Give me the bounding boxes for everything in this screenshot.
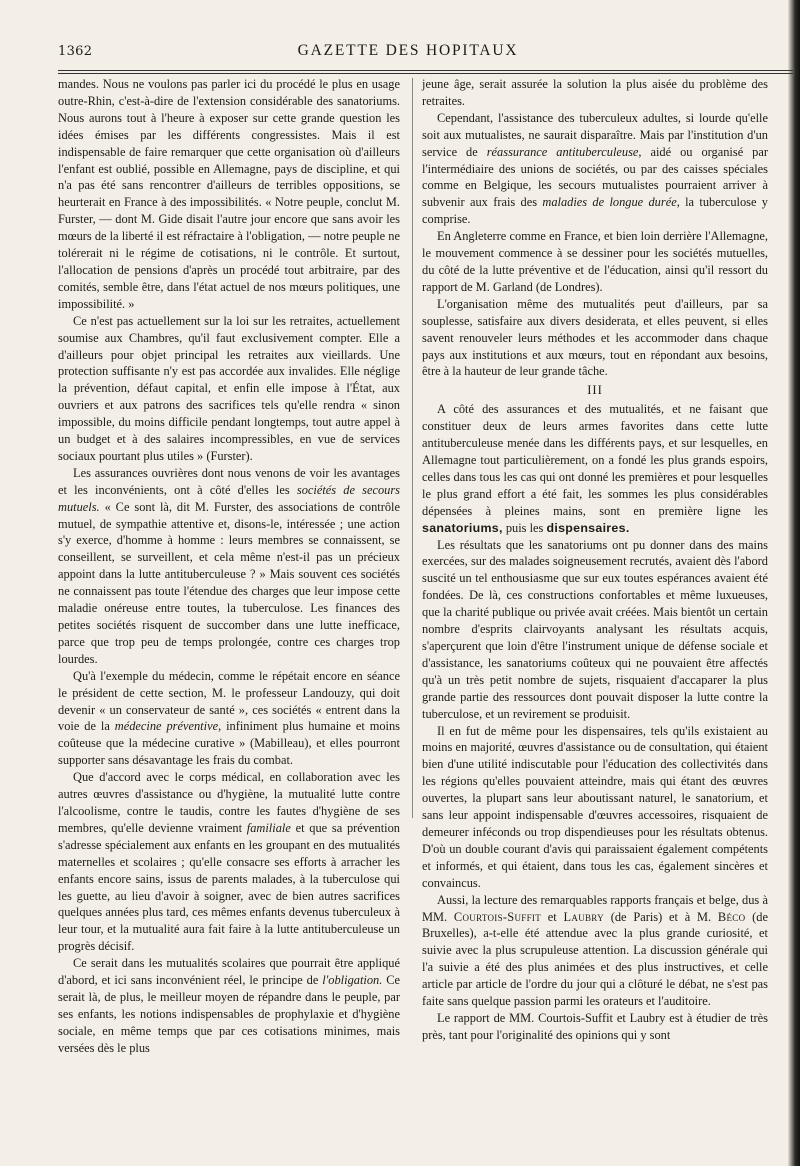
paragraph: Le rapport de MM. Courtois-Suffit et Laubry est à étudier de très près, tant pour l'originalité des opinions qui y sont (422, 1010, 768, 1042)
paragraph: A côté des assurances et des mutualités, et ne faisant que constituer deux de leurs armes favorites dans cette lutte antituberculeuse menée dans les différents pays, et sur lesquelles, en Allemagne tout particulièrement, on a fondé les plus grands espoirs, celles dans tous les cas qui ont donné les premières et pour lesquelles le plus grand effort a été fait, les sommes les plus considérables dépensées à pleines mains, sont en première ligne les sanatoriums, puis les dispensaires. (422, 402, 768, 535)
paragraph: Il en fut de même pour les dispensaires, tels qu'ils existaient au moins en majorité, œuvres d'assistance ou de consultation, qui étaient bien d'une utilité indiscutable pour l'éducation des collectivités dans les régions qu'elles pouvaient atteindre, mais qui étant des œuvres ouvertes, la plupart sans leur aboutissant naturel, le sanatorium, et sans leur appoint indispensable d'œuvres accessoires, risquaient de demeurer inféconds ou trop dispendieuses pour les résultats obtenus. D'où un double courant d'avis qui paraissaient également compétents et informés, et qui étaient, dans tous les cas, également sincères et convaincus. (422, 723, 768, 890)
right-column (422, 76, 768, 1044)
header-rule-bottom (58, 73, 793, 74)
paragraph: En Angleterre comme en France, et bien loin derrière l'Allemagne, le mouvement commence à se dessiner pour les sociétés mutuelles, du côté de la lutte préventive et de l'éducation, ainsi qu'il ressort du rapport de M. Garland (de Londres). (422, 229, 768, 294)
paragraph: Aussi, la lecture des remarquables rapports français et belge, dus à MM. Courtois-Suffit et Laubry (de Paris) et à M. Béco (de Bruxelles), a-t-elle été attendue avec la plus grande curiosité, et suivie avec la plus scrupuleuse attention. La discussion générale qui l'a suivie a été des plus animées et des plus instructives, et celle article par article de l'ordre du jour qui a clôturé le débat, ne s'est pas faite sans quelque passion parmi les orateurs et l'auditoire. (422, 892, 768, 1009)
paragraph: L'organisation même des mutualités peut d'ailleurs, par sa souplesse, satisfaire aux divers desiderata, et elles peuvent, si elles savent renouveler leurs méthodes et les accommoder dans chaque pays aux institutions et aux mœurs, tout en répondant aux besoins, être à la hauteur de leur grande tâche. (422, 296, 768, 379)
section-number: III (587, 383, 603, 398)
left-column (58, 76, 400, 1057)
italic-term: familiale (246, 820, 291, 835)
bold-term: dispensaires. (546, 520, 630, 535)
journal-title: GAZETTE DES HOPITAUX (297, 42, 519, 59)
italic-term: maladies de longue durée, (542, 195, 680, 210)
paragraph: Cependant, l'assistance des tuberculeux adultes, si lourde qu'elle soit aux mutualistes, ne saurait disparaître. Mais par l'institution d'un service de réassurance antituberculeuse, aidé ou organisé par l'intermédiaire des unions de sociétés, ou par des caisses spéciales comme en Belgique, les secours mutualistes pourraient arriver à subvenir aux frais des maladies de longue durée, la tuberculose y comprise. (422, 110, 768, 227)
italic-term: réassurance antituberculeuse, (486, 144, 642, 159)
page-header (58, 42, 758, 66)
header-rule-top (58, 70, 793, 71)
paragraph: Les assurances ouvrières dont nous venons de voir les avantages et les inconvénients, ont à côté d'elles les sociétés de secours mutuels. « Ce sont là, dit M. Furster, des associations de contrôle mutuel, de sympathie attentive et, disons-le, intéressée ; une action s'y exerce, d'homme à homme : leurs membres se connaissent, se conseillent, se surveillent, et cela même n'est-il pas un précieux appoint dans la lutte antituberculeuse ? » Mais souvent ces sociétés ne connaissent pas toute l'étendue des charges que leur impose cette maladie onéreuse entre toutes, la tuberculose. Les finances des petites sociétés risquent de succomber dans une lutte inefficace, parce que trop peu de temps prolongée, contre ces charges trop lourdes. (58, 465, 400, 666)
paragraph: Ce n'est pas actuellement sur la loi sur les retraites, actuellement soumise aux Chambres, qu'il faut exclusivement compter. Elle a d'ailleurs pour objet principal les retraites aux vieillards. Une protection suffisante n'y est pas accordée aux invalides. Elle néglige la prévention, défaut capital, et enfin elle impose à l'État, aux ouvriers et aux patrons des sacrifices tels qu'elle rendra « sinon impossible, du moins difficile pendant longtemps, tout autre appel à un budget et à des salaires incompressibles, en vue de services sociaux pourtant plus utiles » (Furster). (58, 313, 400, 463)
paragraph: jeune âge, serait assurée la solution la plus aisée du problème des retraites. (422, 77, 768, 108)
page-edge-shadow (788, 0, 800, 1166)
paragraph: Qu'à l'exemple du médecin, comme le répétait encore en séance le président de cette section, M. le professeur Landouzy, qui doit devenir « un conservateur de santé », ces sociétés « entrent dans la voie de la médecine préventive, infiniment plus humaine et moins coûteuse que la médecine curative » (Mabilleau), et elles pourront supporter sans désavantage les frais du combat. (58, 668, 400, 768)
author-name: Laubry (563, 909, 604, 924)
author-name: Courtois-Suffit (453, 909, 542, 924)
paragraph: Les résultats que les sanatoriums ont pu donner dans des mains exercées, sur des malades soigneusement recrutés, avaient dès l'abord suscité un tel enthousiasme que sur eux toutes espérances avaient été fondées. De là, ces constructions confortables et même luxueuses, que la charité publique ou privée avait créées. Mais bientôt un certain nombre d'esprits clairvoyants analysant les résultats acquis, s'aperçurent que loin d'être l'instrument unique de défense sociale et d'assistance, les sanatoriums coûteux qui ne pouvaient être affectés qu'à un très petit nombre de sujets, risquaient d'accaparer la plus grande partie des ressources dont pouvait disposer la lutte contre la tuberculose, et un revirement se produisit. (422, 537, 768, 721)
paragraph: mandes. Nous ne voulons pas parler ici du procédé le plus en usage outre-Rhin, c'est-à-dire de l'extension considérable des sanatoriums. Nous aurons tout à l'heure à exposer sur cette grande question les idées émises par les différents congressistes. Mais il est indispensable de faire remarquer que cette organisation où d'ailleurs l'enfant est oublié, possible en Allemagne, pays de discipline, et qui n'a pas été sans rencontrer d'ailleurs de terribles oppositions, se heurterait en France à des impossibilités. « Notre peuple, conclut M. Furster, — dont M. Gide disait l'autre jour encore que sans avoir les mœurs de la liberté il est réfractaire à l'obligation, — notre peuple ne tolérerait ni le régime de cotisations, ni le contrôle. Et surtout, l'allocation de pensions d'après un procédé tout arbitraire, par des comités, semble être, dans l'état actuel de nos mœurs politiques, une impossibilité. » (58, 77, 400, 311)
italic-term: sociétés de secours mutuels. (58, 482, 400, 514)
italic-term: médecine préventive (114, 719, 219, 734)
page-number: 1362 (58, 44, 93, 59)
italic-term: l'obligation. (322, 973, 383, 988)
paragraph: Que d'accord avec le corps médical, en collaboration avec les autres œuvres d'assistance ou d'hygiène, la mutualité lutte contre l'alcoolisme, contre le taudis, contre les fautes d'hygiène de ses membres, qu'elle devienne vraiment familiale et que sa prévention s'adresse spécialement aux enfants en les groupant en des mutualités maternelles et scolaires ; qu'elle consacre ses efforts à arracher les enfants encore sains, issus de parents malades, à la tuberculose qui les guette, au lieu d'avoir à soigner, avec de bien autres sacrifices quelques années plus tard, ces mêmes enfants devenus tuberculeux à leur tour, et la mutualité aura fait faire à la lutte antituberculeuse un progrès décisif. (58, 770, 400, 954)
column-divider (412, 78, 413, 818)
paragraph: Ce serait dans les mutualités scolaires que pourrait être appliqué d'abord, et ici sans inconvénient réel, le principe de l'obligation. Ce serait là, de plus, le meilleur moyen de répandre dans le peuple, par ses enfants, les notions indispensables de prophylaxie et d'hygiène sociale, en même temps que par ces cotisations minimes, mais versées dès le plus (58, 956, 400, 1055)
author-name: Béco (717, 909, 746, 924)
bold-term: sanatoriums, (422, 520, 503, 535)
